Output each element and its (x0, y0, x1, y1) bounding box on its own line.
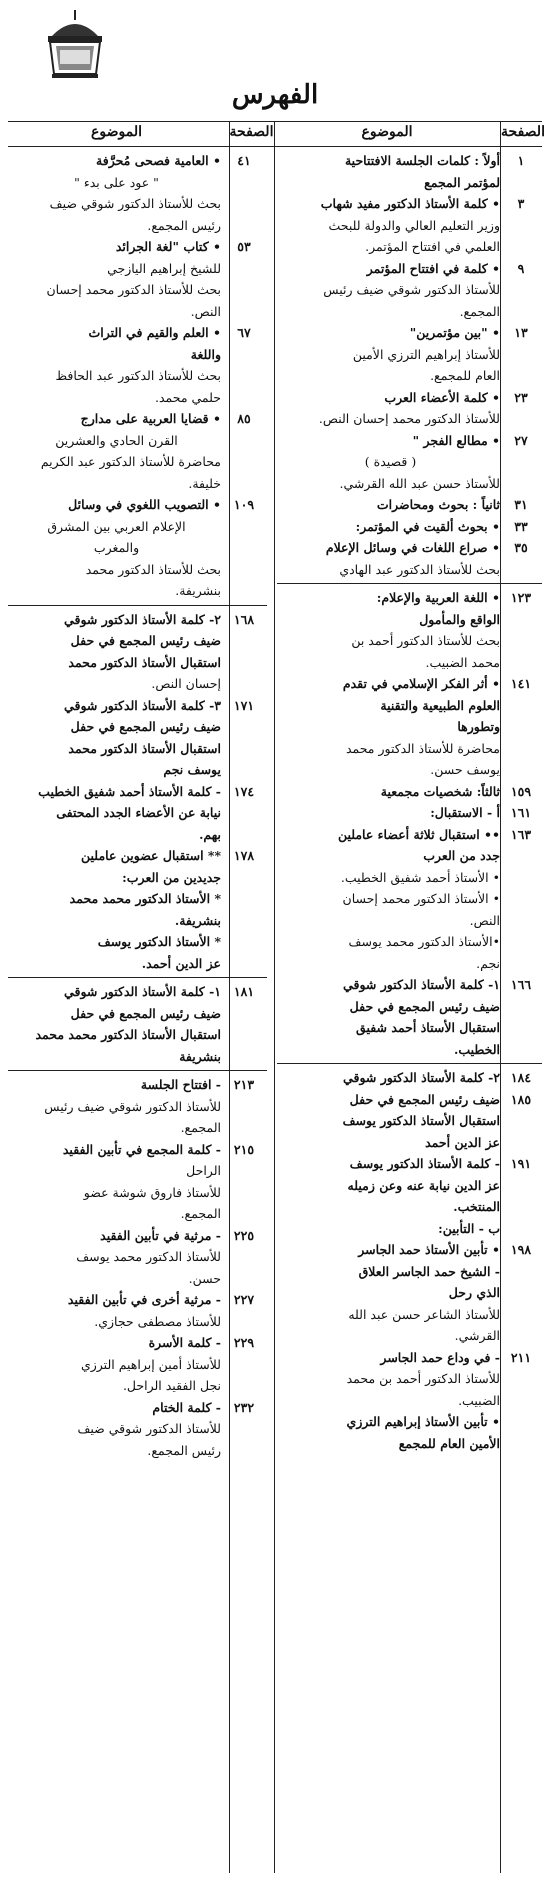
entry-topic (8, 408, 221, 494)
page-number: ٣٣ (514, 518, 528, 534)
entry-line: • كلمة في افتتاح المؤتمر (366, 260, 500, 276)
entry-line: أولاً : كلمات الجلسة الافتتاحية (344, 153, 500, 168)
page-number: ٣١ (514, 497, 528, 512)
index-entry (277, 1218, 542, 1240)
page-number: ٢٣ (514, 389, 528, 405)
entry-line: الخطيب. (453, 1041, 500, 1057)
index-entry (8, 977, 267, 1067)
entry-line: للأستاذ الدكتور شوقي ضيف (77, 1421, 221, 1436)
entry-line: العام للمجمع. (430, 368, 500, 383)
page-number: ٢٢٧ (233, 1292, 255, 1307)
entry-line: المنتخب. (453, 1199, 500, 1214)
index-entry (277, 1411, 542, 1454)
page-number: ١٧٤ (233, 783, 255, 799)
index-entry (277, 1347, 542, 1412)
entry-line: ثانياً : بحوث ومحاضرات (376, 497, 500, 512)
entry-topic (277, 974, 500, 1060)
left-page-header: الصفحة (229, 124, 274, 140)
right-topic-header: الموضوع (361, 124, 413, 140)
entry-line: القرشي. (454, 1328, 500, 1343)
entry-line: بحث للأستاذ الدكتور شوقي ضيف (49, 196, 221, 211)
entry-line: القرن الحادي والعشرين (55, 432, 178, 448)
page-number: ١٤١ (510, 676, 532, 691)
page-number: ١٩٨ (510, 1242, 532, 1257)
entry-line: للأستاذ الدكتور شوقي ضيف رئيس (44, 1098, 221, 1114)
entry-topic (277, 1218, 500, 1240)
entry-topic (277, 781, 500, 803)
entry-line: - كلمة الأستاذ أحمد شفيق الخطيب (38, 783, 221, 799)
page-number: ١٦١ (510, 805, 532, 820)
entry-line: • تأبين الأستاذ حمد الجاسر (358, 1242, 500, 1257)
page-number: ١٢٣ (510, 590, 532, 605)
entry-line: ضيف رئيس المجمع في حفل (70, 633, 221, 648)
entry-topic (277, 516, 500, 538)
page-number: ١٦٦ (510, 977, 532, 992)
entry-topic (277, 322, 500, 387)
entry-line: يوسف حسن. (430, 762, 500, 777)
index-entry (277, 322, 542, 387)
entry-line: أ - الاستقبال: (430, 805, 500, 820)
entry-line: - افتتاح الجلسة (140, 1077, 221, 1092)
entry-topic (8, 981, 221, 1067)
entry-line: • "بين مؤتمرين" (409, 325, 500, 340)
index-entry (277, 150, 542, 193)
entry-line: ٣- كلمة الأستاذ الدكتور شوقي (64, 697, 221, 713)
entry-line: عز الدين أحمد (425, 1134, 500, 1150)
entry-line: • الأستاذ الدكتور محمد إحسان (342, 891, 500, 906)
entry-topic (277, 1411, 500, 1454)
entry-line: بهم. (199, 826, 221, 842)
left-index-column (8, 150, 267, 1461)
entry-line: الأمين العام للمجمع (398, 1435, 500, 1451)
page-number: ٢١١ (510, 1349, 532, 1365)
entry-line: ضيف رئيس المجمع في حفل (349, 998, 500, 1014)
page-number: ٢٧ (514, 432, 528, 448)
entry-topic (277, 1067, 500, 1153)
entry-line: ٢- كلمة الأستاذ الدكتور شوقي (343, 1070, 500, 1085)
entry-topic (277, 150, 500, 193)
entry-line: • قضايا العربية على مدارج (80, 411, 221, 426)
entry-line: ضيف رئيس المجمع في حفل (349, 1091, 500, 1107)
entry-line: الراحل (186, 1163, 221, 1178)
index-entry (277, 824, 542, 975)
index-entry (277, 387, 542, 430)
entry-line: حلمي محمد. (154, 389, 221, 405)
entry-topic (277, 537, 500, 580)
entry-line: ١- كلمة الأستاذ الدكتور شوقي (343, 977, 500, 992)
page-number: ١٠٩ (233, 497, 255, 512)
page-number: ١٦٣ (510, 826, 532, 842)
header-bottom-rule (8, 146, 542, 147)
entry-line: ** استقبال عضوين عاملين (81, 848, 221, 863)
entry-line: استقبال الأستاذ الدكتور محمد محمد (35, 1027, 221, 1042)
entry-line: - مرثية أخرى في تأبين الفقيد (67, 1292, 221, 1307)
entry-line: الذي رحل (448, 1285, 500, 1300)
entry-line: - في وداع حمد الجاسر (380, 1349, 500, 1365)
page-number: ٢١٥ (233, 1141, 255, 1157)
page-number: ٢٢٩ (233, 1335, 255, 1350)
entry-line: العلوم الطبيعية والتقنية (380, 697, 500, 713)
index-entry (277, 193, 542, 258)
entry-line: يوسف نجم (163, 762, 221, 777)
entry-line: ( قصيدة ) (364, 454, 417, 469)
entry-topic (8, 236, 221, 322)
entry-topic (277, 258, 500, 323)
entry-topic (277, 1153, 500, 1218)
entry-line: إحسان النص. (151, 676, 221, 691)
entry-line: الضبيب. (458, 1392, 500, 1408)
page-number: ٨٥ (237, 411, 251, 426)
index-entry (8, 1139, 267, 1225)
entry-line: * الأستاذ الدكتور محمد محمد (69, 891, 221, 906)
entry-line: ١- كلمة الأستاذ الدكتور شوقي (64, 984, 221, 999)
entry-line: نيابة عن الأعضاء الجدد المحتفى (56, 805, 221, 820)
page-number: ١٩١ (510, 1156, 532, 1171)
entry-topic (8, 1074, 221, 1139)
entry-line: للأستاذ الدكتور شوقي ضيف رئيس (323, 282, 500, 297)
entry-line: للأستاذ أمين إبراهيم الترزي (80, 1356, 221, 1372)
entry-line: •• استقبال ثلاثة أعضاء عاملين (337, 826, 500, 842)
index-entry (8, 1225, 267, 1290)
page-number: ١٦٨ (233, 611, 255, 627)
entry-topic (8, 1397, 221, 1462)
entry-line: محاضرة للأستاذ الدكتور عبد الكريم (40, 454, 221, 469)
index-entry (8, 1070, 267, 1139)
page-number: ٣٥ (514, 540, 528, 555)
entry-line: للأستاذ حسن عبد الله القرشي. (339, 475, 500, 491)
index-entry (8, 781, 267, 846)
page-title: الفهرس (231, 80, 319, 110)
entry-topic (8, 781, 221, 846)
right-page-header: الصفحة (501, 124, 545, 140)
entry-topic (277, 1347, 500, 1412)
page-number: ٣ (517, 196, 525, 211)
entry-line: بحث للأستاذ الدكتور عبد الهادي (339, 561, 500, 577)
entry-line: للشيخ إبراهيم اليازجي (107, 260, 221, 276)
entry-topic (277, 494, 500, 516)
index-entry (8, 845, 267, 974)
entry-line: للأستاذ فاروق شوشة عضو (83, 1184, 221, 1200)
entry-line: للأستاذ الدكتور أحمد بن محمد (346, 1371, 500, 1386)
entry-line: • العامية فصحى مُحرَّفة (96, 153, 221, 168)
page-number: ١٨١ (233, 984, 255, 999)
entry-line: رئيس المجمع. (147, 1442, 221, 1458)
entry-line: • كتاب "لغة الجرائد (115, 239, 221, 254)
page-number: ٢٢٥ (233, 1227, 255, 1243)
entry-topic (8, 494, 221, 602)
entry-topic (277, 430, 500, 495)
entry-topic (8, 322, 221, 408)
entry-line: الإعلام العربي بين المشرق (47, 518, 186, 534)
entry-line: المجمع. (180, 1120, 221, 1135)
entry-topic (8, 609, 221, 695)
entry-line: وزير التعليم العالي والدولة للبحث (328, 217, 500, 233)
entry-topic (277, 387, 500, 430)
page-number: ١٨٤ ١٨٥ (510, 1070, 532, 1107)
index-entry (277, 781, 542, 803)
index-entry (8, 408, 267, 494)
entry-topic (277, 587, 500, 673)
entry-line: • التصويب اللغوي في وسائل (68, 497, 221, 512)
entry-line: • اللغة العربية والإعلام: (376, 590, 500, 605)
page-number: ٢٣٢ (233, 1399, 255, 1415)
entry-topic (8, 1289, 221, 1332)
entry-line: - كلمة الأستاذ الدكتور يوسف (349, 1156, 500, 1171)
entry-line: عز الدين أحمد. (141, 955, 221, 971)
entry-topic (8, 1332, 221, 1397)
entry-line: والمغرب (93, 540, 140, 555)
entry-line: بنشريفة. (174, 912, 221, 928)
page-number: ١ (517, 153, 525, 168)
entry-line: للأستاذ مصطفى حجازي. (94, 1313, 221, 1329)
entry-line: ضيف رئيس المجمع في حفل (70, 1005, 221, 1021)
entry-line: محاضرة للأستاذ الدكتور محمد (345, 740, 500, 756)
entry-line: بحث للأستاذ الدكتور أحمد بن (351, 633, 500, 648)
entry-topic (8, 695, 221, 781)
index-entry (277, 430, 542, 495)
index-entry (277, 494, 542, 516)
entry-line: نجم. (476, 955, 500, 971)
entry-line: واللغة (190, 346, 221, 362)
entry-line: ب - التأبين: (438, 1220, 500, 1236)
page-number: ٩ (517, 260, 525, 276)
entry-line: ضيف رئيس المجمع في حفل (70, 719, 221, 734)
index-entry (277, 583, 542, 673)
entry-line: • مطالع الفجر " (412, 432, 500, 448)
page-number: ١٧١ (233, 697, 255, 713)
entry-topic (8, 845, 221, 974)
entry-line: للأستاذ الدكتور محمد إحسان النص. (318, 411, 500, 426)
page-number: ٦٧ (237, 325, 251, 340)
page-number: ١٥٩ (510, 783, 532, 799)
entry-line: المجمع. (180, 1206, 221, 1221)
entry-line: بحث للأستاذ الدكتور محمد (85, 561, 221, 577)
entry-line: ٢- كلمة الأستاذ الدكتور شوقي (64, 611, 221, 627)
entry-line: جدد من العرب (423, 848, 500, 863)
entry-line: • كلمة الأعضاء العرب (384, 389, 500, 405)
entry-line: - كلمة الأسرة (148, 1335, 221, 1350)
entry-line: - كلمة الختام (152, 1399, 221, 1415)
entry-line: • تأبين الأستاذ إبراهيم الترزي (346, 1414, 500, 1429)
index-entry (277, 974, 542, 1060)
right-index-column (277, 150, 542, 1454)
entry-topic (8, 1139, 221, 1225)
entry-line: " عود على بدء " (74, 174, 159, 190)
entry-line: بنشريفة (179, 1048, 221, 1064)
entry-line: للأستاذ الدكتور محمد يوسف (76, 1249, 221, 1264)
entry-line: لمؤتمر المجمع (424, 174, 500, 190)
index-entry (277, 1153, 542, 1218)
entry-line: • العلم والقيم في التراث (88, 325, 221, 340)
index-entry (277, 1239, 542, 1347)
index-entry (8, 695, 267, 781)
entry-line: الواقع والمأمول (419, 611, 500, 627)
entry-line: رئيس المجمع. (147, 217, 221, 233)
entry-line: وتطورها (457, 719, 500, 734)
entry-line: • صراع اللغات في وسائل الإعلام (325, 540, 500, 555)
index-entry (277, 802, 542, 824)
index-entry (8, 150, 267, 236)
entry-line: خليفة. (188, 475, 221, 491)
entry-line: للأستاذ إبراهيم الترزي الأمين (352, 346, 500, 362)
entry-line: بحث للأستاذ الدكتور عبد الحافظ (55, 368, 221, 383)
entry-line: نجل الفقيد الراحل. (122, 1378, 221, 1393)
entry-topic (8, 150, 221, 236)
index-entry (8, 236, 267, 322)
entry-line: استقبال الأستاذ الدكتور يوسف (342, 1113, 500, 1128)
header-top-rule (8, 121, 542, 122)
entry-line: النص. (469, 912, 500, 928)
index-entry (8, 1332, 267, 1397)
index-entry (8, 605, 267, 695)
entry-line: محمد الضبيب. (425, 654, 500, 670)
left-topic-header: الموضوع (91, 124, 142, 140)
entry-line: - كلمة المجمع في تأبين الفقيد (62, 1141, 221, 1157)
entry-line: للأستاذ الشاعر حسن عبد الله (348, 1306, 500, 1322)
page-number: ١٣ (514, 325, 528, 340)
entry-line: • بحوث ألقيت في المؤتمر: (355, 518, 500, 534)
entry-line: عز الدين نيابة عنه وعن زميله (347, 1177, 500, 1193)
index-entry (277, 673, 542, 781)
page-number: ٢١٣ (233, 1077, 255, 1092)
column-divider (274, 122, 275, 1873)
entry-line: - الشيخ حمد الجاسر العلاق (358, 1263, 500, 1279)
entry-topic (277, 673, 500, 781)
entry-line: استقبال الأستاذ الدكتور محمد (68, 740, 221, 756)
entry-line: * الأستاذ الدكتور يوسف (97, 934, 221, 949)
entry-topic (277, 1239, 500, 1347)
entry-line: •الأستاذ الدكتور محمد يوسف (348, 934, 500, 949)
page-number: ٥٣ (237, 239, 251, 254)
index-entry (8, 322, 267, 408)
index-entry (277, 516, 542, 538)
entry-line: • أثر الفكر الإسلامي في تقدم (342, 676, 500, 691)
entry-line: بحث للأستاذ الدكتور محمد إحسان (46, 282, 221, 297)
entry-line: العلمي في افتتاح المؤتمر. (365, 239, 500, 254)
index-entry (8, 1289, 267, 1332)
entry-line: حسن. (188, 1270, 221, 1286)
entry-topic (277, 824, 500, 975)
entry-line: بنشريفة. (175, 583, 221, 598)
entry-line: جديدين من العرب: (122, 869, 221, 885)
entry-topic (277, 802, 500, 824)
entry-line: • الأستاذ أحمد شفيق الخطيب. (340, 869, 500, 885)
index-entry (8, 494, 267, 602)
entry-line: - مرثية في تأبين الفقيد (100, 1227, 221, 1243)
index-entry (8, 1397, 267, 1462)
entry-topic (277, 193, 500, 258)
index-entry (277, 1063, 542, 1153)
entry-line: • كلمة الأستاذ الدكتور مفيد شهاب (320, 196, 500, 211)
page-number: ١٧٨ (233, 848, 255, 863)
entry-line: ثالثاً: شخصيات مجمعية (380, 783, 500, 799)
entry-line: استقبال الأستاذ أحمد شفيق (356, 1020, 500, 1035)
entry-topic (8, 1225, 221, 1290)
entry-line: المجمع. (459, 303, 500, 319)
entry-line: استقبال الأستاذ الدكتور محمد (68, 654, 221, 670)
entry-line: النص. (190, 303, 221, 319)
index-entry (277, 258, 542, 323)
page-number: ٤١ (237, 153, 251, 168)
index-entry (277, 537, 542, 580)
